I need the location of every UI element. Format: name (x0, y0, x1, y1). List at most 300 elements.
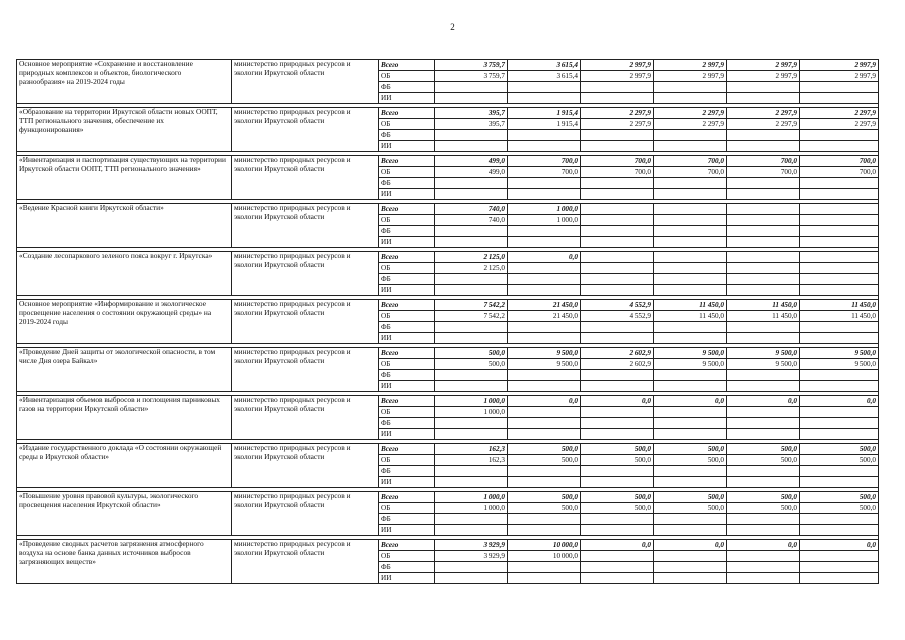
amount-cell: 500,0 (508, 503, 581, 514)
amount-cell (800, 525, 879, 536)
amount-cell (508, 333, 581, 344)
amount-cell (581, 252, 654, 263)
amount-cell: 500,0 (581, 455, 654, 466)
amount-cell: 395,7 (435, 108, 508, 119)
amount-cell: 500,0 (581, 444, 654, 455)
amount-cell: 2 297,9 (800, 119, 879, 130)
amount-cell: 1 000,0 (508, 215, 581, 226)
amount-cell (654, 466, 727, 477)
amount-cell (435, 226, 508, 237)
amount-cell (654, 322, 727, 333)
amount-cell: 9 500,0 (508, 359, 581, 370)
amount-cell (508, 274, 581, 285)
amount-cell: 21 450,0 (508, 311, 581, 322)
amount-cell: 11 450,0 (800, 311, 879, 322)
amount-cell: 500,0 (800, 492, 879, 503)
amount-cell (727, 525, 800, 536)
measure-name: «Проведение Дней защиты от экологической опасности, в том числе Дня озера Байкал» (17, 348, 232, 392)
funding-source-label: Всего (379, 396, 435, 407)
amount-cell: 740,0 (435, 215, 508, 226)
amount-cell: 700,0 (508, 167, 581, 178)
measure-name: «Повышение уровня правовой культуры, экологического просвещения населения Иркутской области» (17, 492, 232, 536)
measure-name: «Инвентаризация объемов выбросов и поглощения парниковых газов на территории Иркутской области» (17, 396, 232, 440)
amount-cell (435, 370, 508, 381)
amount-cell (800, 263, 879, 274)
amount-cell: 700,0 (800, 156, 879, 167)
amount-cell: 500,0 (800, 455, 879, 466)
amount-cell: 21 450,0 (508, 300, 581, 311)
amount-cell: 0,0 (654, 540, 727, 551)
amount-cell (654, 562, 727, 573)
amount-cell (508, 514, 581, 525)
amount-cell: 11 450,0 (800, 300, 879, 311)
amount-cell (508, 477, 581, 488)
amount-cell (800, 573, 879, 584)
amount-cell: 1 915,4 (508, 119, 581, 130)
amount-cell (800, 551, 879, 562)
amount-cell (581, 226, 654, 237)
measure-name: «Образование на территории Иркутской области новых ООПТ, ТТП регионального значения, обеспечение их функционирования» (17, 108, 232, 152)
funding-source-label: ИИ (379, 429, 435, 440)
amount-cell: 700,0 (727, 156, 800, 167)
measure-executor: министерство природных ресурсов и экологии Иркутской области (232, 300, 379, 344)
amount-cell (508, 178, 581, 189)
amount-cell (800, 178, 879, 189)
amount-cell (654, 274, 727, 285)
amount-cell (435, 285, 508, 296)
amount-cell: 500,0 (508, 444, 581, 455)
amount-cell: 1 915,4 (508, 108, 581, 119)
amount-cell (654, 204, 727, 215)
amount-cell: 1 000,0 (508, 204, 581, 215)
amount-cell: 2 997,9 (654, 60, 727, 71)
amount-cell (800, 381, 879, 392)
amount-cell: 10 000,0 (508, 540, 581, 551)
amount-cell: 2 997,9 (581, 71, 654, 82)
amount-cell (727, 274, 800, 285)
amount-cell (581, 215, 654, 226)
amount-cell (508, 466, 581, 477)
amount-cell (727, 93, 800, 104)
amount-cell (581, 525, 654, 536)
funding-source-label: ИИ (379, 525, 435, 536)
amount-cell (581, 562, 654, 573)
amount-cell (800, 429, 879, 440)
page-number: 2 (450, 22, 455, 32)
amount-cell: 0,0 (727, 396, 800, 407)
amount-cell (727, 226, 800, 237)
amount-cell (435, 93, 508, 104)
amount-cell (581, 263, 654, 274)
amount-cell: 2 997,9 (727, 60, 800, 71)
amount-cell (581, 381, 654, 392)
table-row-total (17, 300, 879, 311)
amount-cell: 740,0 (435, 204, 508, 215)
amount-cell (654, 130, 727, 141)
amount-cell: 162,3 (435, 444, 508, 455)
amount-cell (654, 189, 727, 200)
amount-cell (800, 322, 879, 333)
amount-cell: 700,0 (581, 156, 654, 167)
table-row-total (17, 540, 879, 551)
funding-source-label: ОБ (379, 215, 435, 226)
funding-source-label: ИИ (379, 189, 435, 200)
amount-cell: 700,0 (508, 156, 581, 167)
amount-cell: 395,7 (435, 119, 508, 130)
amount-cell: 3 759,7 (435, 71, 508, 82)
amount-cell (508, 237, 581, 248)
funding-source-label: Всего (379, 444, 435, 455)
amount-cell: 0,0 (654, 396, 727, 407)
funding-source-label: ФБ (379, 514, 435, 525)
measure-name: «Ведение Красной книги Иркутской области» (17, 204, 232, 248)
amount-cell (800, 189, 879, 200)
amount-cell: 2 297,9 (800, 108, 879, 119)
amount-cell (435, 322, 508, 333)
amount-cell (654, 263, 727, 274)
measure-executor: министерство природных ресурсов и экологии Иркутской области (232, 108, 379, 152)
amount-cell (581, 551, 654, 562)
amount-cell: 2 602,9 (581, 359, 654, 370)
amount-cell (435, 429, 508, 440)
amount-cell: 9 500,0 (654, 359, 727, 370)
amount-cell (581, 130, 654, 141)
amount-cell: 7 542,2 (435, 300, 508, 311)
amount-cell: 500,0 (581, 492, 654, 503)
amount-cell (581, 407, 654, 418)
amount-cell (800, 226, 879, 237)
amount-cell (581, 237, 654, 248)
table-row-total (17, 396, 879, 407)
amount-cell: 11 450,0 (654, 311, 727, 322)
amount-cell (727, 178, 800, 189)
amount-cell: 4 552,9 (581, 311, 654, 322)
funding-source-label: ИИ (379, 237, 435, 248)
amount-cell (727, 322, 800, 333)
funding-source-label: ОБ (379, 359, 435, 370)
funding-source-label: Всего (379, 204, 435, 215)
amount-cell (435, 418, 508, 429)
amount-cell (727, 189, 800, 200)
amount-cell: 500,0 (581, 503, 654, 514)
amount-cell (800, 370, 879, 381)
amount-cell (727, 141, 800, 152)
amount-cell (654, 333, 727, 344)
measure-executor: министерство природных ресурсов и экологии Иркутской области (232, 252, 379, 296)
amount-cell (800, 466, 879, 477)
amount-cell: 11 450,0 (727, 300, 800, 311)
funding-source-label: Всего (379, 348, 435, 359)
amount-cell (508, 141, 581, 152)
amount-cell: 500,0 (654, 444, 727, 455)
amount-cell (508, 418, 581, 429)
table-row-total (17, 60, 879, 71)
amount-cell: 2 997,9 (800, 60, 879, 71)
amount-cell: 499,0 (435, 167, 508, 178)
measure-executor: министерство природных ресурсов и экологии Иркутской области (232, 60, 379, 104)
amount-cell: 11 450,0 (654, 300, 727, 311)
amount-cell (435, 466, 508, 477)
amount-cell (800, 215, 879, 226)
amount-cell (508, 93, 581, 104)
funding-source-label: ИИ (379, 93, 435, 104)
amount-cell (435, 141, 508, 152)
amount-cell (654, 407, 727, 418)
amount-cell: 0,0 (727, 540, 800, 551)
amount-cell (800, 237, 879, 248)
table-row-total (17, 156, 879, 167)
amount-cell (727, 82, 800, 93)
amount-cell (654, 215, 727, 226)
amount-cell: 0,0 (508, 396, 581, 407)
funding-source-label: ИИ (379, 141, 435, 152)
amount-cell (581, 93, 654, 104)
amount-cell (800, 141, 879, 152)
amount-cell: 2 125,0 (435, 252, 508, 263)
amount-cell (508, 322, 581, 333)
amount-cell (727, 514, 800, 525)
amount-cell: 0,0 (800, 540, 879, 551)
funding-source-label: Всего (379, 108, 435, 119)
amount-cell: 1 000,0 (435, 407, 508, 418)
amount-cell: 9 500,0 (800, 359, 879, 370)
funding-source-label: ОБ (379, 263, 435, 274)
amount-cell: 500,0 (654, 492, 727, 503)
funding-source-label: ФБ (379, 130, 435, 141)
funding-source-label: ФБ (379, 418, 435, 429)
amount-cell (800, 333, 879, 344)
amount-cell (727, 370, 800, 381)
funding-source-label: ИИ (379, 477, 435, 488)
amount-cell: 9 500,0 (727, 359, 800, 370)
amount-cell (654, 178, 727, 189)
amount-cell: 2 297,9 (727, 119, 800, 130)
amount-cell (581, 322, 654, 333)
amount-cell (435, 274, 508, 285)
amount-cell: 9 500,0 (508, 348, 581, 359)
table-row-total (17, 108, 879, 119)
amount-cell (800, 274, 879, 285)
amount-cell (800, 418, 879, 429)
amount-cell: 2 297,9 (654, 108, 727, 119)
amount-cell: 2 602,9 (581, 348, 654, 359)
amount-cell (800, 82, 879, 93)
amount-cell (727, 215, 800, 226)
amount-cell (508, 429, 581, 440)
amount-cell (727, 381, 800, 392)
amount-cell: 700,0 (727, 167, 800, 178)
measure-name: «Создание лесопаркового зеленого пояса вокруг г. Иркутска» (17, 252, 232, 296)
amount-cell: 2 997,9 (581, 60, 654, 71)
amount-cell: 3 929,9 (435, 551, 508, 562)
amount-cell (508, 407, 581, 418)
amount-cell (581, 370, 654, 381)
funding-source-label: ИИ (379, 333, 435, 344)
amount-cell: 500,0 (435, 348, 508, 359)
amount-cell (435, 514, 508, 525)
amount-cell: 2 997,9 (727, 71, 800, 82)
funding-source-label: ФБ (379, 274, 435, 285)
amount-cell (727, 573, 800, 584)
funding-table-body (17, 60, 879, 584)
amount-cell (508, 189, 581, 200)
amount-cell (654, 252, 727, 263)
amount-cell (508, 130, 581, 141)
amount-cell: 2 997,9 (654, 71, 727, 82)
amount-cell: 500,0 (508, 455, 581, 466)
funding-source-label: Всего (379, 60, 435, 71)
amount-cell: 700,0 (800, 167, 879, 178)
amount-cell: 3 615,4 (508, 71, 581, 82)
amount-cell (800, 407, 879, 418)
amount-cell (654, 551, 727, 562)
amount-cell (508, 525, 581, 536)
amount-cell (727, 562, 800, 573)
amount-cell (435, 178, 508, 189)
funding-source-label: ОБ (379, 311, 435, 322)
funding-source-label: ОБ (379, 551, 435, 562)
amount-cell (581, 573, 654, 584)
amount-cell (727, 418, 800, 429)
amount-cell (508, 226, 581, 237)
measure-name: «Инвентаризация и паспортизация существующих на территории Иркутской области ООПТ, ТТП регионального значения» (17, 156, 232, 200)
amount-cell (654, 237, 727, 248)
funding-source-label: Всего (379, 492, 435, 503)
funding-source-label: ФБ (379, 466, 435, 477)
amount-cell (654, 573, 727, 584)
amount-cell: 9 500,0 (654, 348, 727, 359)
amount-cell: 11 450,0 (727, 311, 800, 322)
amount-cell: 499,0 (435, 156, 508, 167)
amount-cell (435, 477, 508, 488)
amount-cell: 9 500,0 (727, 348, 800, 359)
amount-cell (654, 429, 727, 440)
funding-source-label: ОБ (379, 71, 435, 82)
funding-source-label: ОБ (379, 167, 435, 178)
amount-cell: 500,0 (727, 455, 800, 466)
amount-cell (654, 93, 727, 104)
amount-cell: 500,0 (727, 492, 800, 503)
table-row-total (17, 204, 879, 215)
amount-cell (727, 429, 800, 440)
amount-cell: 2 297,9 (581, 108, 654, 119)
amount-cell: 500,0 (435, 359, 508, 370)
amount-cell (435, 82, 508, 93)
funding-source-label: ОБ (379, 407, 435, 418)
amount-cell (800, 130, 879, 141)
funding-table (16, 59, 879, 584)
amount-cell (581, 285, 654, 296)
amount-cell (508, 381, 581, 392)
amount-cell (800, 562, 879, 573)
amount-cell (654, 226, 727, 237)
funding-source-label: ФБ (379, 82, 435, 93)
amount-cell (581, 477, 654, 488)
measure-name: Основное мероприятие «Сохранение и восстановление природных комплексов и объектов, биологического разнообразия» на 2019-2024 годы (17, 60, 232, 104)
funding-source-label: ИИ (379, 381, 435, 392)
amount-cell: 0,0 (508, 252, 581, 263)
amount-cell (581, 333, 654, 344)
amount-cell: 2 997,9 (800, 71, 879, 82)
amount-cell (435, 237, 508, 248)
amount-cell (508, 82, 581, 93)
amount-cell: 162,3 (435, 455, 508, 466)
amount-cell: 4 552,9 (581, 300, 654, 311)
funding-source-label: ИИ (379, 573, 435, 584)
funding-source-label: ФБ (379, 370, 435, 381)
amount-cell (800, 477, 879, 488)
amount-cell: 3 759,7 (435, 60, 508, 71)
amount-cell: 500,0 (654, 455, 727, 466)
funding-source-label: ОБ (379, 455, 435, 466)
amount-cell (581, 274, 654, 285)
amount-cell: 500,0 (727, 503, 800, 514)
measure-executor: министерство природных ресурсов и экологии Иркутской области (232, 204, 379, 248)
amount-cell: 2 297,9 (727, 108, 800, 119)
amount-cell (727, 333, 800, 344)
amount-cell: 1 000,0 (435, 492, 508, 503)
funding-source-label: ОБ (379, 503, 435, 514)
measure-name: «Проведение сводных расчетов загрязнения атмосферного воздуха на основе банка данных источников выбросов загрязняющих веществ» (17, 540, 232, 584)
amount-cell (654, 418, 727, 429)
measure-executor: министерство природных ресурсов и экологии Иркутской области (232, 396, 379, 440)
funding-source-label: Всего (379, 156, 435, 167)
amount-cell (654, 141, 727, 152)
amount-cell (727, 252, 800, 263)
amount-cell (654, 82, 727, 93)
amount-cell (508, 285, 581, 296)
amount-cell: 500,0 (800, 503, 879, 514)
amount-cell: 1 000,0 (435, 396, 508, 407)
amount-cell: 9 500,0 (800, 348, 879, 359)
amount-cell (800, 514, 879, 525)
funding-source-label: Всего (379, 540, 435, 551)
amount-cell: 500,0 (727, 444, 800, 455)
amount-cell: 700,0 (654, 167, 727, 178)
amount-cell (581, 429, 654, 440)
amount-cell (800, 252, 879, 263)
amount-cell: 500,0 (800, 444, 879, 455)
amount-cell (654, 514, 727, 525)
amount-cell (654, 477, 727, 488)
funding-source-label: ИИ (379, 285, 435, 296)
amount-cell (435, 573, 508, 584)
measure-name: «Издание государственного доклада «О состоянии окружающей среды в Иркутской области» (17, 444, 232, 488)
amount-cell: 2 297,9 (581, 119, 654, 130)
amount-cell (654, 285, 727, 296)
measure-executor: министерство природных ресурсов и экологии Иркутской области (232, 348, 379, 392)
amount-cell (800, 285, 879, 296)
amount-cell: 1 000,0 (435, 503, 508, 514)
table-row-total (17, 348, 879, 359)
amount-cell (508, 562, 581, 573)
amount-cell: 0,0 (800, 396, 879, 407)
amount-cell: 700,0 (654, 156, 727, 167)
amount-cell: 7 542,2 (435, 311, 508, 322)
amount-cell (508, 573, 581, 584)
amount-cell (727, 285, 800, 296)
amount-cell (435, 189, 508, 200)
measure-executor: министерство природных ресурсов и экологии Иркутской области (232, 156, 379, 200)
amount-cell (654, 370, 727, 381)
amount-cell (435, 525, 508, 536)
amount-cell (581, 82, 654, 93)
funding-source-label: ФБ (379, 226, 435, 237)
amount-cell: 10 000,0 (508, 551, 581, 562)
amount-cell (727, 130, 800, 141)
amount-cell (435, 562, 508, 573)
amount-cell (727, 263, 800, 274)
